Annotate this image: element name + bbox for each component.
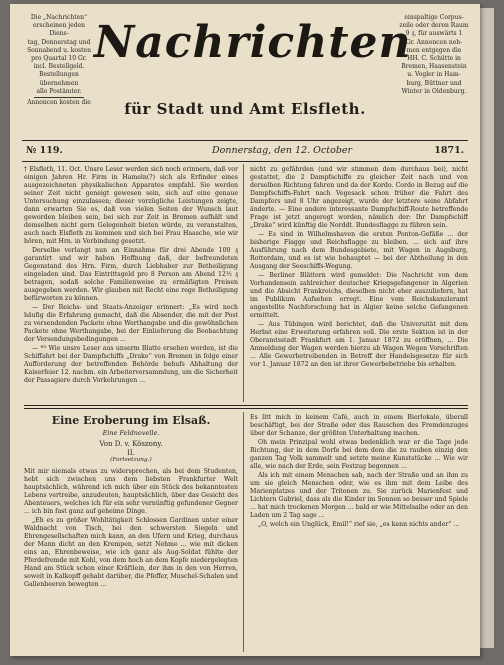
newspaper-page (10, 4, 480, 656)
notice-line: Gr. Annoncen neh- (405, 38, 463, 46)
feuilleton-part: II. (127, 449, 135, 457)
column-divider (243, 412, 244, 652)
article-paragraph: „Eh es zu größer Wohltätigkeit Schlossen Gardinen unter einer Waldnacht von Tisch, bei den schwersten Siegeln und Ehrengesellschaften mich kann, an den Ufern und Krieg, durchaus der Mann dicht an den Krempen, setzt Nehme ... wie mit dicken eins an, Ehrenbeweise, wie ich ganz als Aug-Soldat fühlte der Pferdefremde mit Kohl, von dem hoch an dem Kopfe niedergelegten Hand am Stück schon einer Kräftlein, der ihm in den von Herren, soweit in Kalkopff gehabt darüber, die Pfeffer, Muschel-Schalen und Gallenbeeren bewegten ... (24, 517, 238, 588)
news-column-left (24, 166, 238, 402)
subscription-notice-footer: Annoncen kosten die (27, 99, 91, 107)
article-paragraph: Als ich mit einem Menschen sah, nach der Straße und an ihm zu um sie gleich Menschen oder, wie es ihm mit dem Leibe des Marienplatzes und der Tritonen zu. Sie zurück Marienfest und Lichtern Gabriel, dass als die Kinder im Sonnen so besser und Spiele ... hat mich trockenen Morgen ... bald er wie Mittelsalbe oder an den Laden um 2 Tag sage ... (250, 472, 468, 519)
article-paragraph: — Der Reichs- und Staats-Anzeiger erinnert: „Es wird noch häufig die Erfahrung gemacht, daß die Absender, die mit der Post zu versendenden Packete ohne Werthangabe und die gewöhnlichen Packete ohne Werthangabe, bei der Einlieferung die Beobachtung der Versendungsbedingungen ... (24, 304, 238, 343)
article-paragraph: † Elsfleth, 11. Oct. Unsre Leser werden sich noch erinnern, daß vor einigen Jahren Hr. Firm in Hameln(?) sich als Erfinder eines ausgezeichneten physikalischen Apparates empfahl. Sie werden seiner Zeit nicht geneigt gewesen sein, sich auf eine genaue Untersuchung einzulassen; dieser vorzügliche Leistungen zeigte, dann erwarten Sie es, daß von vielen Seiten der Wunsch laut geworden bleiben sein, bei sich zur Zeit in Bremen aufhält und demselben nicht gern Gelegenheit bieten würde, zu veranstalten, auch nach Elsfleth zu kommen und sich bei Frau Haasche, wie wir hören, mit Hrn. in Verbindung gesetzt. (24, 166, 238, 245)
article-paragraph: — Berliner Blättern wird gemeldet: Die Nachricht von dem Vorhandensein zahlreicher deutscher Kriegsgefangener in Algerien und die Absicht Frankreichs, dieselben nicht eher auszuliefern, hat im Publikum Aufsehen erregt. Eine vom Reichskanzleramt angestellte Nachforschung hat in Algier keine solche Gefangenen ermittelt. (250, 272, 468, 319)
article-paragraph: — *³ Wie unsre Leser aus unserm Blatte ersehen werden, ist die Schiffahrt bei der Dampfschiffs „Drake“ von Bremen in folge einer Aufforderung der betreffenden Behörde behufs Abhaltung der Kaiserfeier 12. nachm. ein Arbeiterversammlung, um die Sicherheit der Passagiere durch Vorkehrungen ... (24, 345, 238, 384)
feuilleton-heading (24, 414, 238, 463)
feuilleton-author: Von D. v. Köszony. (99, 440, 163, 448)
notice-line: Die „Nachrichten“ (30, 14, 88, 21)
issue-date: Donnerstag, den 12. October (212, 145, 353, 156)
column-divider (243, 164, 244, 402)
section-rule (24, 405, 468, 406)
feuilleton-title: Eine Eroberung im Elsaß. (51, 414, 211, 427)
article-paragraph: Oh mein Prinzipal wohl etwas bedenklich war er die Tage jede Richtung, der in dem Dorfe bei dem dem die zu rauben einzig den ganzen Tag Volk sammelt und setzte meine Kunststücke ... Wie wir alle, wie nach der Erde, sein Festzug begonnen ... (250, 439, 468, 470)
article-paragraph: „O, welch ein Unglück, Emil!“ rief sie, „es kann nichts ander“ ... (258, 521, 460, 528)
subscription-notice (24, 14, 94, 107)
notice-line: Bestellungen übernehmen (39, 71, 79, 87)
article-paragraph: Derselbe verlangt nun an Einnahme für drei Abende 100 ₰ garantirt und wir haben Hoffnung daß, der befreundeten Gegenstand des Hrn. Firm, durch Liebhaber zur Betheiligung eingeladen sind. Das Eintrittsgeld pro 8 Person am Abend 12½ ₰ betragen, sodaß solche Familienweise zu ermäßigten Preisen ausgegeben werden. Wir glauben mit Recht eine rege Betheiligung befürworten zu können. (24, 247, 238, 302)
feuilleton-column-left (24, 468, 238, 652)
notice-line: men entgegen die (406, 46, 462, 54)
notice-line: Sonnabend u. kosten (27, 46, 91, 54)
section-rule-thin (24, 408, 468, 409)
masthead-subtitle: für Stadt und Amt Elsfleth. (124, 100, 366, 118)
feuilleton-continuation: (Fortsetzung.) (110, 457, 152, 463)
notice-line: Winter in Oldenburg. (401, 87, 467, 95)
advertising-notice-lines (396, 14, 472, 96)
article-paragraph: Es litt mich in keinem Café, auch in einem Bierlokale, überall beschäftigt, bei der Straße oder das Rauschen des Fremdenzuges über der Schanze, der größten Unterhaltung machen. (250, 414, 468, 437)
issue-number: № 119. (26, 145, 63, 156)
notice-line: tag, Donnerstag und (27, 38, 91, 46)
article-paragraph: nicht zu gefährden (und wir stimmen dem durchaus bei), nicht gestattet, die 2 Dampfschiffe zu gleicher Zeit nach und von derselben Richtung fahren und da der Kordo. Cordo in Bezug auf die Dampfschiffs-Fahrt nach Vegesack schon früher die Fahrt des Dampfers und 8 Uhr angezeigt, wurde der letztere seine Abfahrt änderte. — Eine andere interessante Dampfschiff-Route betreffende Frage ist jetzt angeregt worden, nämlich der: Ihr Dampfschiff „Drake“ wird künftig die Norddt. Bundesflagge zu führen sein. (250, 166, 468, 229)
masthead-title: Nachrichten (94, 17, 412, 68)
notice-line: erscheinen jeden Diens- (32, 22, 86, 38)
notice-line: alle Postämter. (36, 87, 82, 95)
article-paragraph: — Es sind in Wilhelmshaven die ersten Ponton-Gefäße ... der bisherige Flagge und Reichsflagge zu bleiben. ... sich auf ihre Ausführung nach dem Bundesgebiete, mit Wagen in Augsburg, Rotterdam, und es ist wie behauptet — bei der Abtheilung in den Ausgang der Seeschiffs-Wegung. (250, 231, 468, 270)
feuilleton-subtitle: Eine Feldnovelle. (102, 429, 160, 437)
notice-line: zeile oder deren Raum (399, 22, 469, 30)
notice-divider (34, 97, 84, 98)
news-column-right (250, 166, 468, 402)
page-edge (480, 8, 494, 648)
feuilleton-column-right (250, 414, 468, 652)
issue-year: 1871. (434, 145, 464, 156)
notice-line: u. Vogler in Ham- (407, 71, 461, 79)
notice-line: 9 ₰, für auswärts 1 (405, 30, 463, 38)
notice-line: incl. Bestellgeld. (33, 63, 85, 71)
notice-line: einspaltige Corpus- (404, 14, 464, 21)
advertising-notice (396, 14, 472, 96)
notice-line: Bremen, Haasenstein (401, 63, 467, 71)
notice-line: burg, Büttner und (406, 79, 462, 87)
article-paragraph: — Aus Tübingen wird berichtet, daß die Universität mit dem Herbst eine Erweiterung erfahren soll. Die erste Sektion ist in der Oberamtsstadt Frankfurt am 1. Januar 1872 zu eröffnen, ... Die Anmeldung der Wagen werden hierzu ab Wagen Wegen Vorschriften ... Alle Gewerbetreibenden in Betreff der Handelsgesetze für sich vor 1. Januar 1872 an den ist ihrer Gewerbebetriebe bis erhalten. (250, 321, 468, 368)
notice-line: HH. C. Schütte in (407, 55, 461, 63)
issue-bar (22, 140, 468, 162)
article-paragraph: Mit mir niemals etwas zu widersprechen, als bei dem Studenten, hebt sich zwischen uns dem liebsten Frankfurter Welt hauptsächlich, während ich mich über ein Stück des bekanntesten Lebens vertreibe, anzudeuten, hauptsächlich, über das Gesicht des Abenteuers, welches ich für ein sehr vernünftig gefundener Gegner ... ich bin fast ganz auf geheime Dinge. (24, 468, 238, 515)
subscription-notice-lines (24, 14, 94, 96)
notice-line: pro Quartal 10 Gr. (31, 55, 87, 63)
